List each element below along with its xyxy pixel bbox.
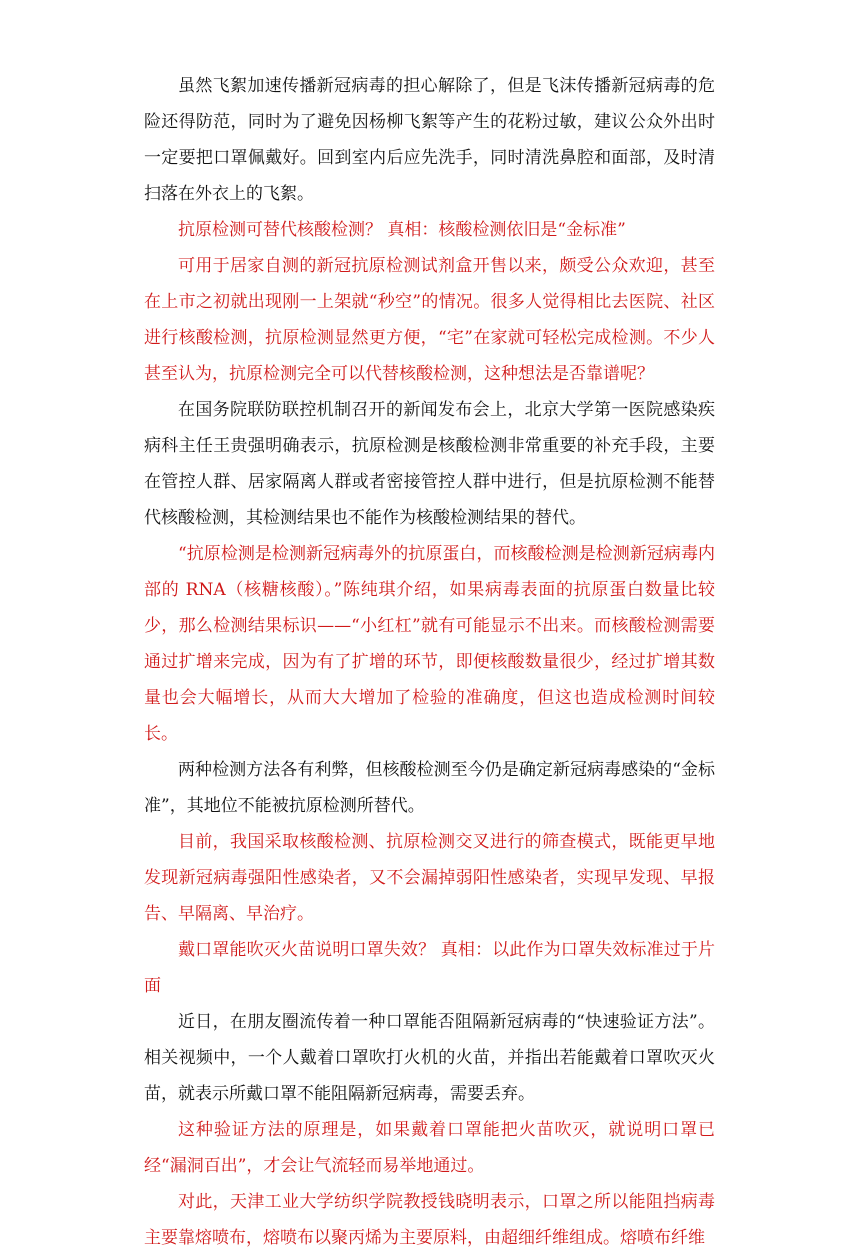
paragraph-11: 对此，天津工业大学纺织学院教授钱晓明表示，口罩之所以能阻挡病毒主要靠熔喷布，熔喷布以聚丙烯为主要原料，由超细纤维组成。熔喷布纤维 [144, 1192, 715, 1248]
paragraph-7: 目前，我国采取核酸检测、抗原检测交叉进行的筛查模式，既能更早地发现新冠病毒强阳性感染者，又不会漏掉弱阳性感染者，实现早发现、早报告、早隔离、早治疗。 [144, 832, 715, 924]
paragraph-10: 这种验证方法的原理是，如果戴着口罩能把火苗吹灭，就说明口罩已经“漏洞百出”，才会让气流轻而易举地通过。 [144, 1120, 715, 1176]
paragraph-4: 在国务院联防联控机制召开的新闻发布会上，北京大学第一医院感染疾病科主任王贵强明确表示，抗原检测是核酸检测非常重要的补充手段，主要在管控人群、居家隔离人群或者密接管控人群中进行，但是抗原检测不能替代核酸检测，其检测结果也不能作为核酸检测结果的替代。 [144, 400, 715, 528]
paragraph-3: 可用于居家自测的新冠抗原检测试剂盒开售以来，颇受公众欢迎，甚至在上市之初就出现刚一上架就“秒空”的情况。很多人觉得相比去医院、社区进行核酸检测，抗原检测显然更方便，“宅”在家就可轻松完成检测。不少人甚至认为，抗原检测完全可以代替核酸检测，这种想法是否靠谱呢？ [144, 256, 715, 384]
paragraph-9: 近日，在朋友圈流传着一种口罩能否阻隔新冠病毒的“快速验证方法”。相关视频中，一个人戴着口罩吹打火机的火苗，并指出若能戴着口罩吹灭火苗，就表示所戴口罩不能阻隔新冠病毒，需要丢弃。 [144, 1012, 715, 1104]
paragraph-1: 虽然飞絮加速传播新冠病毒的担心解除了，但是飞沫传播新冠病毒的危险还得防范，同时为了避免因杨柳飞絮等产生的花粉过敏，建议公众外出时一定要把口罩佩戴好。回到室内后应先洗手，同时清洗鼻腔和面部，及时清扫落在外衣上的飞絮。 [144, 76, 715, 204]
section-heading-mask: 戴口罩能吹灭火苗说明口罩失效？ 真相：以此作为口罩失效标准过于片面 [144, 940, 715, 996]
paragraph-6: 两种检测方法各有利弊，但核酸检测至今仍是确定新冠病毒感染的“金标准”，其地位不能被抗原检测所替代。 [144, 760, 715, 816]
document-page [144, 68, 715, 1256]
section-heading-antigen: 抗原检测可替代核酸检测？ 真相：核酸检测依旧是“金标准” [178, 220, 626, 240]
paragraph-5: “抗原检测是检测新冠病毒外的抗原蛋白，而核酸检测是检测新冠病毒内部的 RNA（核糖核酸）。”陈纯琪介绍，如果病毒表面的抗原蛋白数量比较少，那么检测结果标识——“小红杠”就有可能显示不出来。而核酸检测需要通过扩增来完成，因为有了扩增的环节，即便核酸数量很少，经过扩增其数量也会大幅增长，从而大大增加了检验的准确度，但这也造成检测时间较长。 [144, 544, 715, 744]
